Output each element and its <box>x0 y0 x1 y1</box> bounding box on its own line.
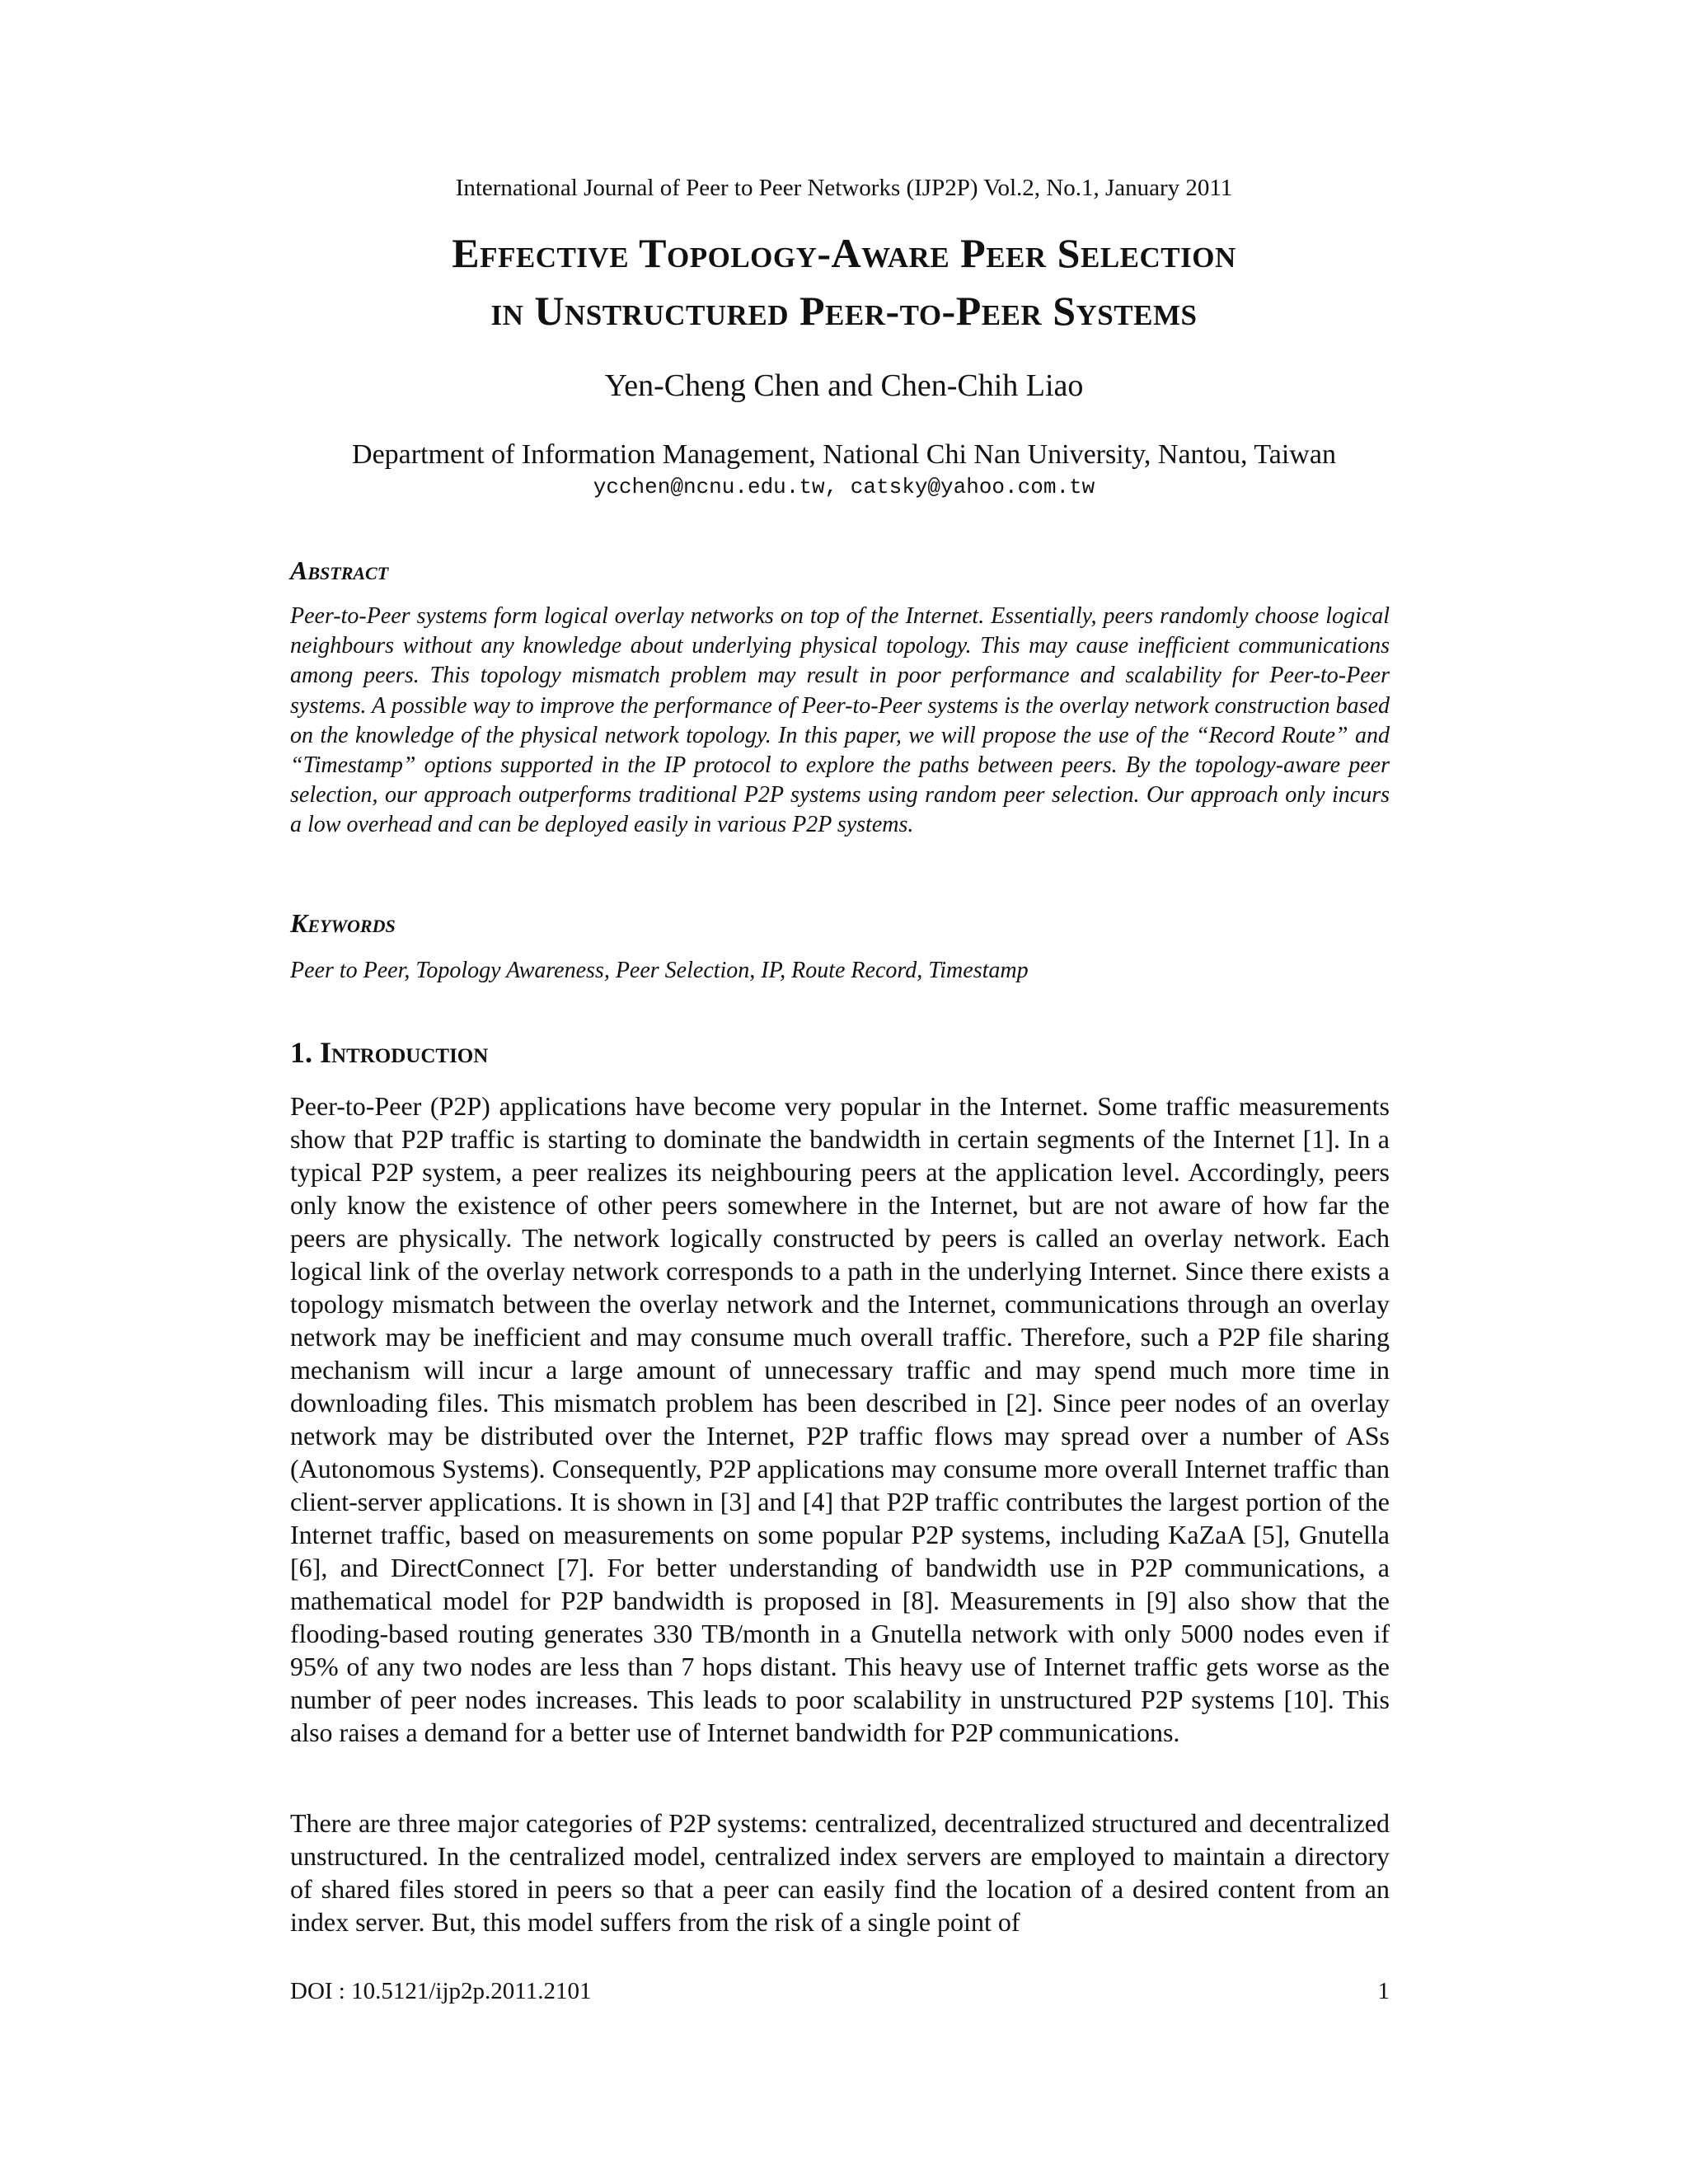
keywords-text: Peer to Peer, Topology Awareness, Peer Selection, IP, Route Record, Timestamp <box>290 958 1029 983</box>
abstract-heading: Abstract <box>290 555 389 585</box>
title-line-1: Effective Topology-Aware Peer Selection <box>452 230 1236 276</box>
page-number: 1 <box>1377 1978 1390 2004</box>
introduction-paragraph-2: There are three major categories of P2P systems: centralized, decentralized structured and decentralized unstructured. In the centralized model, centralized index servers are employed to maintain a directory of shared files stored in peers so that a peer can easily find the location of a desired content from an index server. But, this model suffers from the risk of a single point of <box>290 1808 1390 1937</box>
introduction-heading: 1. Introduction <box>290 1036 489 1069</box>
keywords-heading: Keywords <box>290 908 396 938</box>
abstract-text: Peer-to-Peer systems form logical overlay networks on top of the Internet. Essentially, peers randomly choose logical neighbours without any knowledge about underlying physical topology. This may cause inefficient communications among peers. This topology mismatch problem may result in poor performance and scalability for Peer-to-Peer systems. A possible way to improve the performance of Peer-to-Peer systems is the overlay network construction based on the knowledge of the physical network topology. In this paper, we will propose the use of the “Record Route” and “Timestamp” options supported in the IP protocol to explore the paths between peers. By the topology-aware peer selection, our approach outperforms traditional P2P systems using random peer selection. Our approach only incurs a low overhead and can be deployed easily in various P2P systems. <box>290 603 1390 838</box>
author-list: Yen-Cheng Chen and Chen-Chih Liao <box>604 368 1084 403</box>
author-emails: ycchen@ncnu.edu.tw, catsky@yahoo.com.tw <box>593 475 1095 499</box>
introduction-paragraph-1: Peer-to-Peer (P2P) applications have become very popular in the Internet. Some traffic measurements show that P2P traffic is starting to dominate the bandwidth in certain segments of the Internet [1]. In a typical P2P system, a peer realizes its neighbouring peers at the application level. Accordingly, peers only know the existence of other peers somewhere in the Internet, but are not aware of how far the peers are physically. The network logically constructed by peers is called an overlay network. Each logical link of the overlay network corresponds to a path in the underlying Internet. Since there exists a topology mismatch between the overlay network and the Internet, communications through an overlay network may be inefficient and may consume much overall traffic. Therefore, such a P2P file sharing mechanism will incur a large amount of unnecessary traffic and may spend much more time in downloading files. This mismatch problem has been described in [2]. Since peer nodes of an overlay network may be distributed over the Internet, P2P traffic flows may spread over a number of ASs (Autonomous Systems). Consequently, P2P applications may consume more overall Internet traffic than client-server applications. It is shown in [3] and [4] that P2P traffic contributes the largest portion of the Internet traffic, based on measurements on some popular P2P systems, including KaZaA [5], Gnutella [6], and DirectConnect [7]. For better understanding of bandwidth use in P2P communications, a mathematical model for P2P bandwidth is proposed in [8]. Measurements in [9] also show that the flooding-based routing generates 330 TB/month in a Gnutella network with only 5000 nodes even if 95% of any two nodes are less than 7 hops distant. This heavy use of Internet traffic gets worse as the number of peer nodes increases. This leads to poor scalability in unstructured P2P systems [10]. This also raises a demand for a better use of Internet bandwidth for P2P communications. <box>290 1091 1390 1747</box>
page-footer <box>290 1976 1390 2006</box>
running-header: International Journal of Peer to Peer Networks (IJP2P) Vol.2, No.1, January 2011 <box>455 175 1233 201</box>
paper-title <box>0 224 1688 340</box>
affiliation: Department of Information Management, National Chi Nan University, Nantou, Taiwan <box>352 439 1336 470</box>
doi-text: DOI : 10.5121/ijp2p.2011.2101 <box>290 1978 592 2004</box>
title-line-2: in Unstructured Peer-to-Peer Systems <box>490 288 1198 334</box>
